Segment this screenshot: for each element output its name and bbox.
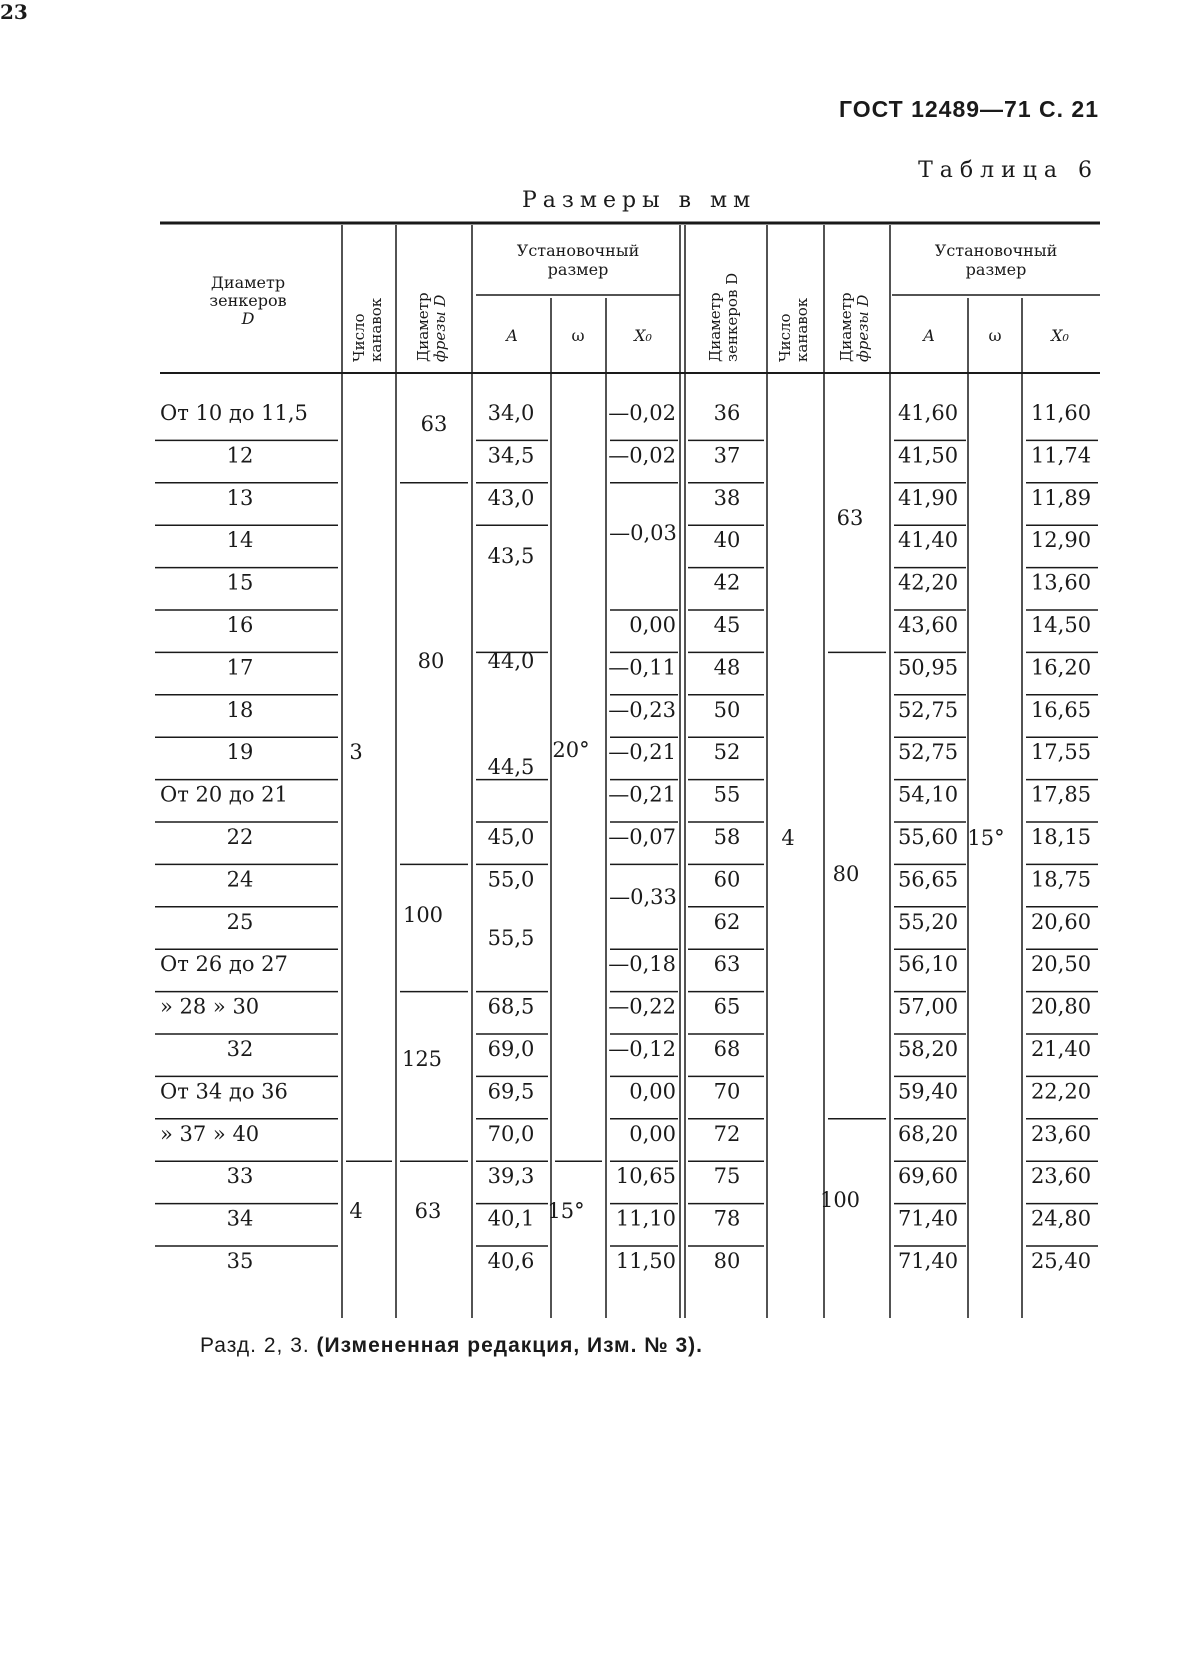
page-number: 23 <box>0 0 28 24</box>
right-x0-cell: 20,60 <box>1030 909 1092 934</box>
right-diameter-cell: 55 <box>713 782 741 807</box>
table-label: Таблица 6 <box>918 158 1099 183</box>
hdr-right-setting-2: размер <box>965 260 1027 279</box>
left-cutter-125: 125 <box>401 1047 443 1071</box>
right-x0-cell: 20,50 <box>1030 952 1092 977</box>
hdr-right-col-a: A <box>923 326 935 345</box>
right-a-cell: 71,40 <box>897 1206 959 1231</box>
right-a-cell: 55,20 <box>897 909 959 934</box>
left-omega-15: 15° <box>547 1199 585 1223</box>
hdr-right-diameter-1: Диаметр <box>706 292 724 362</box>
footnote <box>200 1334 703 1358</box>
right-a-cell: 41,50 <box>897 443 959 468</box>
left-x0-cell: —0,12 <box>608 1037 676 1061</box>
right-x0-cell: 23,60 <box>1030 1164 1092 1189</box>
right-a-cell: 59,40 <box>897 1079 959 1104</box>
left-omega-20: 20° <box>552 738 590 762</box>
right-a-cell: 58,20 <box>897 1037 959 1061</box>
left-x0-cell: —0,18 <box>608 952 676 977</box>
right-a-cell: 69,60 <box>897 1164 959 1189</box>
left-diameter-cell: 19 <box>226 740 254 765</box>
left-x0-cell: —0,11 <box>608 655 676 680</box>
left-x0-cell: —0,23 <box>608 697 676 722</box>
left-x0-cell: 11,50 <box>615 1249 676 1273</box>
right-a-cell: 41,40 <box>897 528 959 553</box>
left-cutter-63: 63 <box>420 412 448 436</box>
right-diameter-cell: 50 <box>713 697 741 722</box>
left-diameter-cell: 12 <box>226 443 254 468</box>
right-cutter-100: 100 <box>819 1188 861 1212</box>
left-diameter-cell: От 20 до 21 <box>160 782 288 807</box>
right-x0-cell: 24,80 <box>1030 1206 1092 1231</box>
right-a-cell: 68,20 <box>897 1121 959 1146</box>
right-diameter-cell: 40 <box>713 528 741 553</box>
left-diameter-cell: 13 <box>226 485 254 510</box>
left-cutter-63b: 63 <box>414 1199 442 1223</box>
left-flutes-4: 4 <box>349 1199 363 1223</box>
left-diameter-cell: » 37 » 40 <box>160 1121 260 1146</box>
right-cutter-80: 80 <box>832 862 860 886</box>
right-diameter-cell: 45 <box>713 613 741 637</box>
right-x0-cell: 25,40 <box>1030 1249 1092 1273</box>
hdr-cutter-1: Диаметр <box>414 292 432 362</box>
left-a-cell: 69,5 <box>487 1079 535 1104</box>
right-a-cell: 41,60 <box>897 401 959 425</box>
left-x0-cell: 0,00 <box>629 1079 676 1104</box>
hdr-right-flutes-1: Число <box>776 313 794 362</box>
left-a-cell: 70,0 <box>487 1121 535 1146</box>
right-x0-cell: 11,74 <box>1030 443 1092 468</box>
right-a-cell: 54,10 <box>897 782 959 807</box>
left-x0-003: —0,03 <box>609 521 677 545</box>
hdr-flutes-1: Число <box>350 313 368 362</box>
left-x0-cell: 0,00 <box>629 613 676 637</box>
left-a-cell: 69,0 <box>487 1037 535 1061</box>
right-x0-cell: 23,60 <box>1030 1121 1092 1146</box>
right-x0-cell: 18,75 <box>1030 867 1092 892</box>
right-diameter-cell: 68 <box>713 1037 741 1061</box>
right-x0-cell: 13,60 <box>1030 570 1092 595</box>
hdr-left-diameter-1: Диаметр <box>210 273 286 292</box>
right-omega-15: 15° <box>967 826 1005 850</box>
right-x0-cell: 20,80 <box>1030 994 1092 1019</box>
right-a-cell: 41,90 <box>897 485 959 510</box>
left-diameter-cell: 35 <box>226 1249 254 1273</box>
right-x0-cell: 14,50 <box>1030 613 1092 637</box>
right-x0-cell: 16,65 <box>1030 697 1092 722</box>
right-diameter-cell: 72 <box>713 1121 741 1146</box>
hdr-left-diameter-3: D <box>241 309 255 328</box>
left-x0-cell: 11,10 <box>615 1206 676 1231</box>
left-a-cell: 43,0 <box>487 485 535 510</box>
left-diameter-cell: От 26 до 27 <box>160 952 288 977</box>
right-diameter-cell: 78 <box>713 1206 741 1231</box>
right-a-cell: 55,60 <box>897 825 959 849</box>
hdr-right-diameter-2: зенкеров D <box>723 272 741 362</box>
right-diameter-cell: 80 <box>713 1249 741 1273</box>
right-a-cell: 56,65 <box>897 867 959 892</box>
right-flutes-4: 4 <box>781 826 795 850</box>
document-header: ГОСТ 12489—71 С. 21 <box>838 96 1099 122</box>
right-diameter-cell: 38 <box>713 485 741 510</box>
right-diameter-cell: 37 <box>713 443 741 468</box>
left-diameter-cell: » 28 » 30 <box>160 994 260 1019</box>
left-a-cell: 55,0 <box>487 867 535 892</box>
left-x0-cell: —0,22 <box>608 994 676 1019</box>
left-a-cell: 39,3 <box>487 1164 535 1189</box>
left-x0-cell: —0,07 <box>608 825 676 849</box>
hdr-setting-1: Установочный <box>516 241 640 260</box>
left-a-55-5: 55,5 <box>487 926 535 950</box>
left-flutes-3: 3 <box>349 740 363 764</box>
left-cutter-80: 80 <box>417 649 445 673</box>
left-diameter-cell: 24 <box>226 867 254 892</box>
left-a-44-0: 44,0 <box>487 649 535 673</box>
right-x0-cell: 22,20 <box>1030 1079 1092 1104</box>
right-x0-cell: 12,90 <box>1030 528 1092 553</box>
right-diameter-cell: 62 <box>713 909 741 934</box>
right-diameter-cell: 60 <box>713 867 741 892</box>
hdr-left-diameter-2: зенкеров <box>209 291 287 310</box>
left-diameter-cell: 22 <box>226 825 254 849</box>
right-diameter-cell: 65 <box>713 994 741 1019</box>
hdr-right-col-x0: X₀ <box>1051 326 1069 345</box>
left-cutter-100: 100 <box>402 903 444 927</box>
right-a-cell: 42,20 <box>897 570 959 595</box>
right-diameter-cell: 52 <box>713 740 741 765</box>
left-x0-cell: —0,21 <box>608 782 676 807</box>
left-a-cell: 40,1 <box>487 1206 535 1231</box>
right-x0-cell: 17,55 <box>1030 740 1092 765</box>
right-a-cell: 57,00 <box>897 994 959 1019</box>
right-diameter-cell: 63 <box>713 952 741 977</box>
units-label: Размеры в мм <box>522 188 757 213</box>
left-x0-cell: 0,00 <box>629 1121 676 1146</box>
right-x0-cell: 11,89 <box>1030 485 1092 510</box>
left-diameter-cell: 16 <box>226 613 254 637</box>
left-a-cell: 45,0 <box>487 825 535 849</box>
left-a-cell: 34,0 <box>487 401 535 425</box>
left-x0-cell: 10,65 <box>615 1164 676 1189</box>
right-a-cell: 56,10 <box>897 952 959 977</box>
left-diameter-cell: 14 <box>226 528 254 553</box>
right-diameter-cell: 75 <box>713 1164 741 1189</box>
right-a-cell: 50,95 <box>897 655 959 680</box>
right-x0-cell: 16,20 <box>1030 655 1092 680</box>
right-a-cell: 71,40 <box>897 1249 959 1273</box>
hdr-col-a: A <box>506 326 518 345</box>
left-diameter-cell: 17 <box>226 655 254 680</box>
right-x0-cell: 17,85 <box>1030 782 1092 807</box>
right-diameter-cell: 70 <box>713 1079 741 1104</box>
left-x0-033: —0,33 <box>609 885 677 909</box>
right-diameter-cell: 58 <box>713 825 741 849</box>
right-x0-cell: 11,60 <box>1030 401 1092 425</box>
left-x0-cell: —0,21 <box>608 740 676 765</box>
left-x0-cell: —0,02 <box>608 401 676 425</box>
hdr-col-omega: ω <box>571 326 585 345</box>
left-a-cell: 34,5 <box>487 443 535 468</box>
left-x0-cell: —0,02 <box>608 443 676 468</box>
left-diameter-cell: 34 <box>226 1206 254 1231</box>
footnote-plain: Разд. 2, 3. <box>200 1334 317 1357</box>
hdr-right-flutes-2: канавок <box>793 297 811 362</box>
left-a-43-5: 43,5 <box>487 544 535 568</box>
left-diameter-cell: 18 <box>226 697 254 722</box>
left-diameter-cell: 33 <box>226 1164 254 1189</box>
right-diameter-cell: 48 <box>713 655 741 680</box>
footnote-bold: (Измененная редакция, Изм. № 3). <box>316 1334 703 1357</box>
right-diameter-cell: 36 <box>713 401 741 425</box>
right-cutter-63: 63 <box>836 506 864 530</box>
right-a-cell: 43,60 <box>897 613 959 637</box>
hdr-setting-2: размер <box>547 260 609 279</box>
hdr-cutter-2: фрезы D <box>431 294 449 362</box>
left-a-cell: 40,6 <box>487 1249 535 1273</box>
left-a-cell: 68,5 <box>487 994 535 1019</box>
hdr-right-cutter-1: Диаметр <box>837 292 855 362</box>
left-diameter-cell: 32 <box>226 1037 254 1061</box>
left-diameter-cell: От 34 до 36 <box>160 1079 288 1104</box>
right-a-cell: 52,75 <box>897 697 959 722</box>
hdr-flutes-2: канавок <box>367 297 385 362</box>
left-diameter-cell: От 10 до 11,5 <box>160 401 308 425</box>
right-a-cell: 52,75 <box>897 740 959 765</box>
left-diameter-cell: 15 <box>226 570 254 595</box>
left-diameter-cell: 25 <box>226 909 254 934</box>
right-x0-cell: 21,40 <box>1030 1037 1092 1061</box>
hdr-right-cutter-2: фрезы D <box>854 294 872 362</box>
right-x0-cell: 18,15 <box>1030 825 1092 849</box>
hdr-col-x0: X₀ <box>634 326 652 345</box>
hdr-right-col-omega: ω <box>988 326 1002 345</box>
left-a-44-5: 44,5 <box>487 755 535 779</box>
right-diameter-cell: 42 <box>713 570 741 595</box>
hdr-right-setting-1: Установочный <box>934 241 1058 260</box>
